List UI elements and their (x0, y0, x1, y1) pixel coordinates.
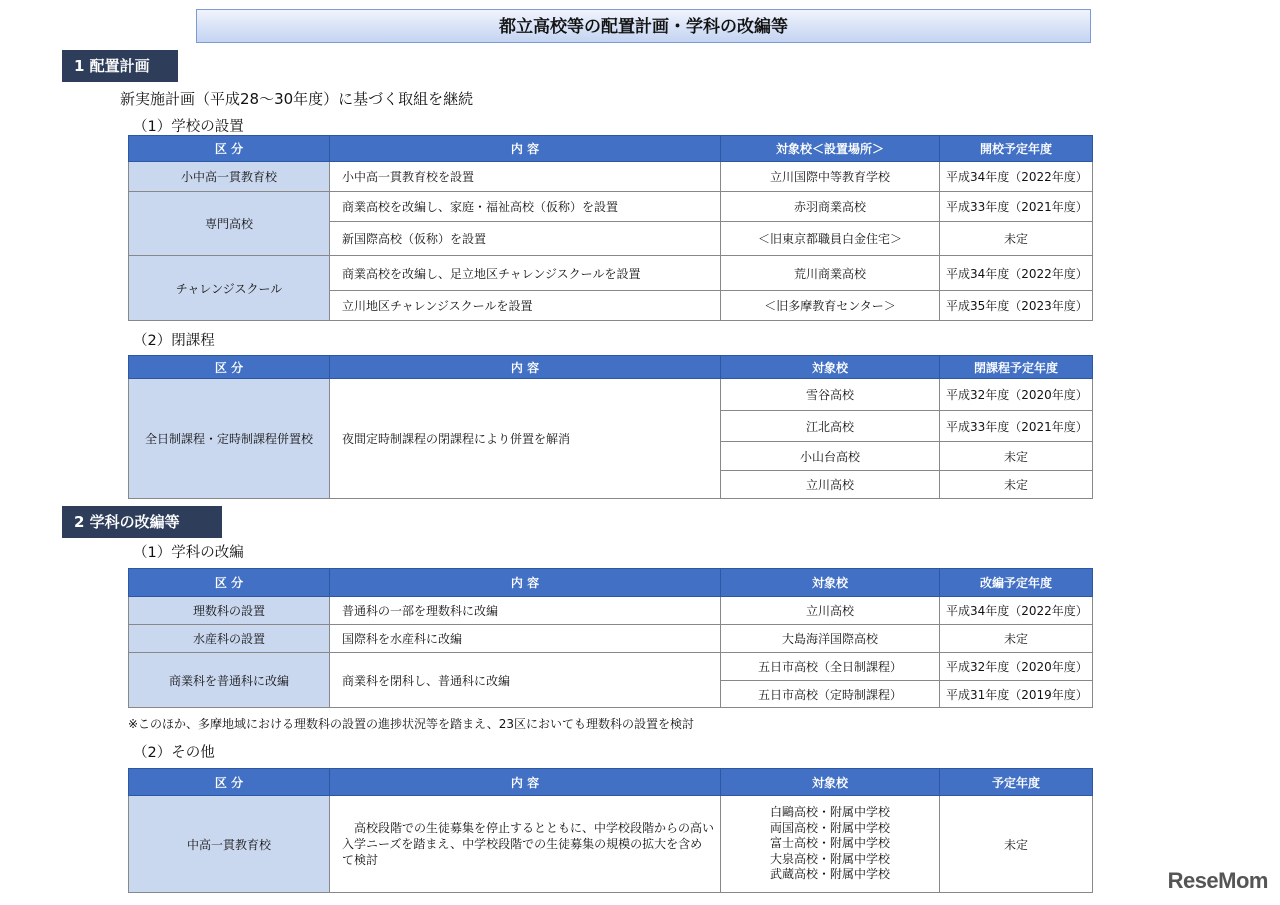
resemom-watermark-logo: ReseMom (1167, 868, 1268, 893)
column-header: 内 容 (330, 356, 721, 379)
year-cell: 平成34年度（2022年度） (940, 256, 1093, 291)
content-cell: 高校段階での生徒募集を停止するとともに、中学校段階からの高い入学ニーズを踏まえ、中学校段階での生徒募集の規模の拡大を含めて検討 (330, 796, 721, 893)
year-cell: 平成33年度（2021年度） (940, 411, 1093, 442)
school-cell: 赤羽商業高校 (721, 192, 940, 222)
content-cell: 商業科を閉科し、普通科に改編 (330, 653, 721, 708)
content-cell: 商業高校を改編し、家庭・福祉高校（仮称）を設置 (330, 192, 721, 222)
footnote: ※このほか、多摩地域における理数科の設置の進捗状況等を踏まえ、23区においても理数科の設置を検討 (128, 717, 695, 731)
year-cell: 平成33年度（2021年度） (940, 192, 1093, 222)
school-cell: 荒川商業高校 (721, 256, 940, 291)
table-row (129, 653, 1093, 681)
section-1-lead: 新実施計画（平成28～30年度）に基づく取組を継続 (120, 90, 474, 108)
content-cell: 夜間定時制課程の閉課程により併置を解消 (330, 379, 721, 499)
other-table (128, 768, 1093, 893)
school-item: 白鷗高校・附属中学校 (769, 805, 890, 820)
subsection-other-title: （2）その他 (133, 745, 215, 761)
year-cell: 平成35年度（2023年度） (940, 291, 1093, 321)
column-header: 対象校 (721, 569, 940, 597)
column-header: 対象校＜設置場所＞ (721, 136, 940, 162)
content-cell: 商業高校を改編し、足立地区チャレンジスクールを設置 (330, 256, 721, 291)
column-header: 予定年度 (940, 769, 1093, 796)
subsection-course-closure-title: （2）閉課程 (133, 333, 215, 349)
year-cell: 平成32年度（2020年度） (940, 379, 1093, 411)
school-cell: 五日市高校（定時制課程） (721, 681, 940, 708)
category-cell: 中高一貫教育校 (129, 796, 330, 893)
school-cell: 五日市高校（全日制課程） (721, 653, 940, 681)
school-item: 大泉高校・附属中学校 (769, 851, 890, 866)
column-header: 開校予定年度 (940, 136, 1093, 162)
year-cell: 平成32年度（2020年度） (940, 653, 1093, 681)
content-cell: 国際科を水産科に改編 (330, 625, 721, 653)
column-header: 区 分 (129, 569, 330, 597)
column-header: 内 容 (330, 769, 721, 796)
table-row (129, 256, 1093, 291)
category-cell: 理数科の設置 (129, 597, 330, 625)
category-cell: 小中高一貫教育校 (129, 162, 330, 192)
subsection-school-setup-title: （1）学校の設置 (133, 119, 244, 135)
content-cell: 小中高一貫教育校を設置 (330, 162, 721, 192)
category-cell: 水産科の設置 (129, 625, 330, 653)
school-item: 武蔵高校・附属中学校 (769, 867, 890, 882)
category-cell: 専門高校 (129, 192, 330, 256)
column-header: 区 分 (129, 136, 330, 162)
school-list-cell (721, 796, 940, 893)
school-cell: 大島海洋国際高校 (721, 625, 940, 653)
school-cell: 立川高校 (721, 597, 940, 625)
content-cell: 立川地区チャレンジスクールを設置 (330, 291, 721, 321)
column-header: 区 分 (129, 769, 330, 796)
year-cell: 平成31年度（2019年度） (940, 681, 1093, 708)
year-cell: 未定 (940, 471, 1093, 499)
year-cell: 平成34年度（2022年度） (940, 597, 1093, 625)
subsection-department-reform-title: （1）学科の改編 (133, 545, 244, 561)
table-row (129, 192, 1093, 222)
school-item: 両国高校・附属中学校 (769, 820, 890, 835)
category-cell: 商業科を普通科に改編 (129, 653, 330, 708)
column-header: 内 容 (330, 569, 721, 597)
school-cell: 立川高校 (721, 471, 940, 499)
content-cell: 普通科の一部を理数科に改編 (330, 597, 721, 625)
department-reform-table (128, 568, 1093, 708)
column-header: 対象校 (721, 356, 940, 379)
school-cell: 雪谷高校 (721, 379, 940, 411)
category-cell: チャレンジスクール (129, 256, 330, 321)
content-cell: 新国際高校（仮称）を設置 (330, 222, 721, 256)
school-cell: ＜旧東京都職員白金住宅＞ (721, 222, 940, 256)
course-closure-table (128, 355, 1093, 499)
school-cell: 小山台高校 (721, 442, 940, 471)
year-cell: 未定 (940, 442, 1093, 471)
school-item: 富士高校・附属中学校 (769, 836, 890, 851)
section-1-banner: 1 配置計画 (62, 50, 178, 82)
year-cell: 平成34年度（2022年度） (940, 162, 1093, 192)
school-cell: ＜旧多摩教育センター＞ (721, 291, 940, 321)
year-cell: 未定 (940, 796, 1093, 893)
section-2-banner: 2 学科の改編等 (62, 506, 222, 538)
school-setup-table (128, 135, 1093, 321)
column-header: 改編予定年度 (940, 569, 1093, 597)
column-header: 対象校 (721, 769, 940, 796)
column-header: 区 分 (129, 356, 330, 379)
year-cell: 未定 (940, 222, 1093, 256)
category-cell: 全日制課程・定時制課程併置校 (129, 379, 330, 499)
year-cell: 未定 (940, 625, 1093, 653)
table-row (129, 796, 1093, 893)
column-header: 内 容 (330, 136, 721, 162)
table-row (129, 625, 1093, 653)
page-title: 都立高校等の配置計画・学科の改編等 (196, 9, 1091, 43)
table-row (129, 379, 1093, 411)
school-cell: 立川国際中等教育学校 (721, 162, 940, 192)
table-row (129, 162, 1093, 192)
column-header: 閉課程予定年度 (940, 356, 1093, 379)
school-cell: 江北高校 (721, 411, 940, 442)
table-row (129, 597, 1093, 625)
